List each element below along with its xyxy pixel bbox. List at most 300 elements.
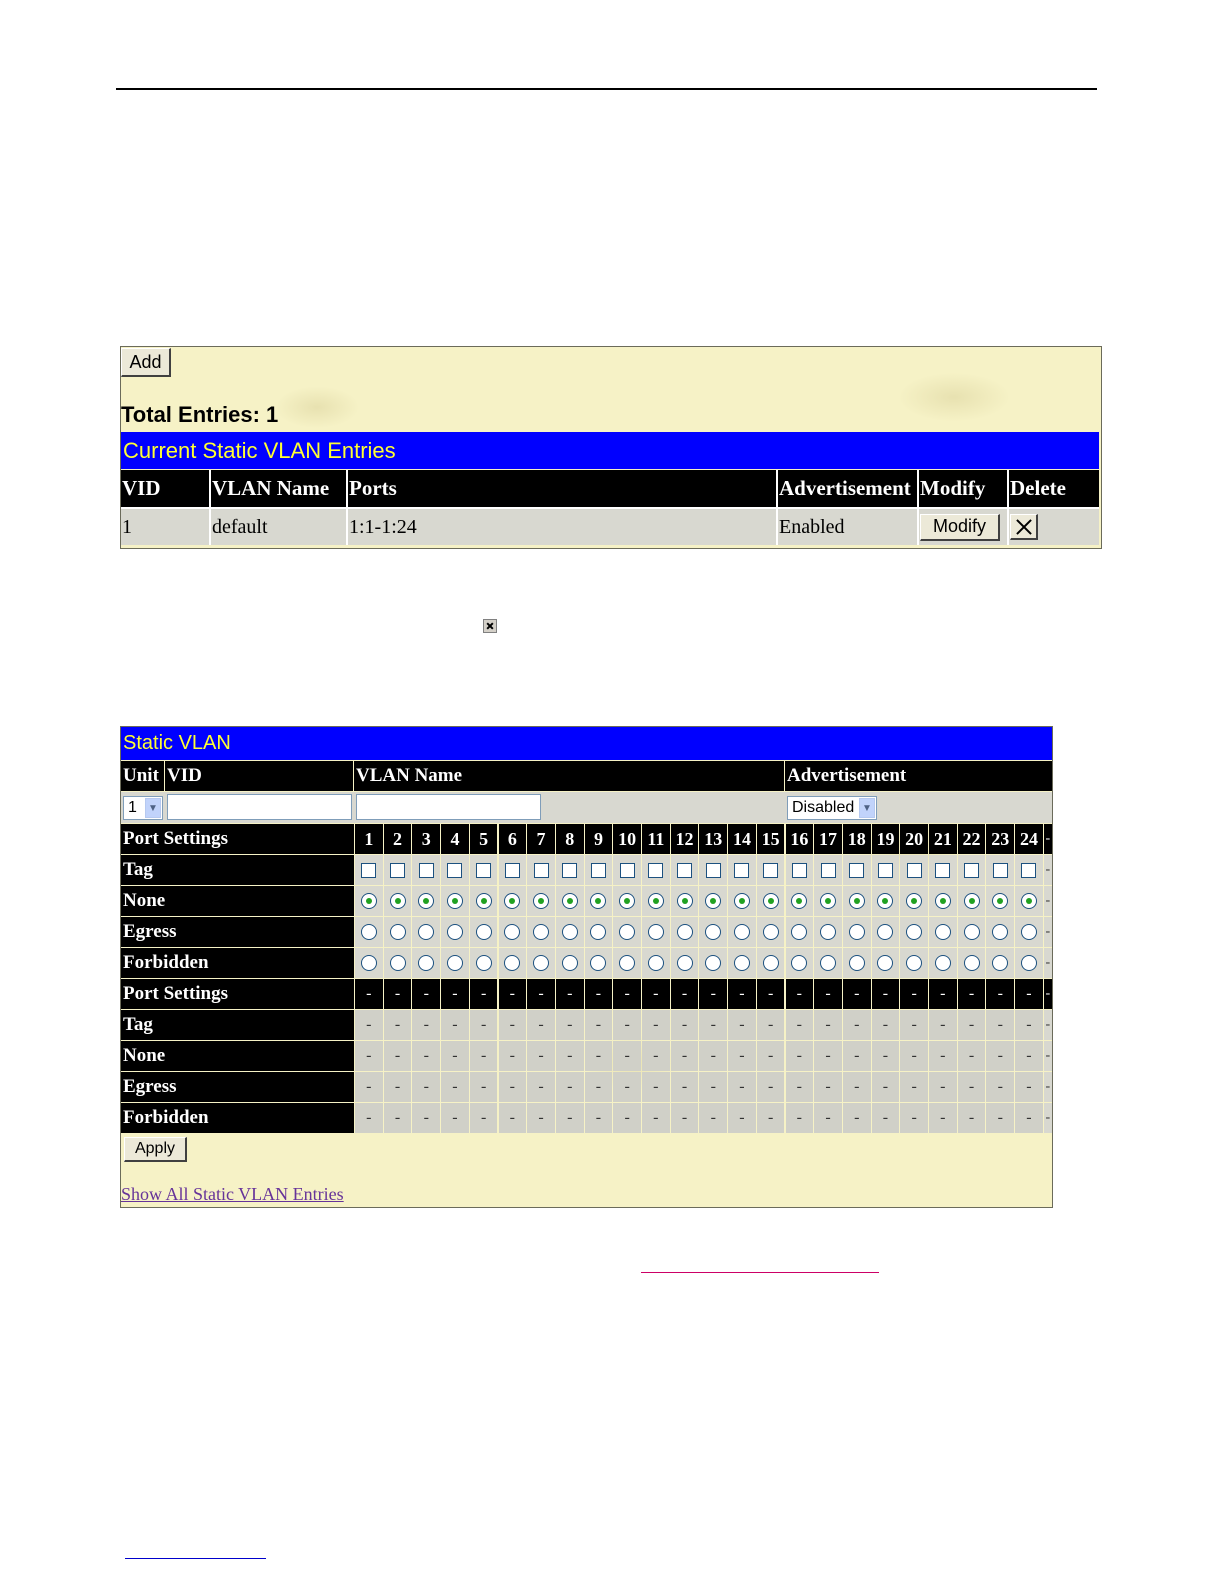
port-placeholder: - xyxy=(872,1010,900,1040)
port-cell xyxy=(699,855,727,885)
none-radio[interactable] xyxy=(590,893,606,909)
port-overflow-marker: - xyxy=(1044,1072,1052,1102)
table-row xyxy=(121,507,1099,545)
port-number: 5 xyxy=(470,824,498,854)
none-radio[interactable] xyxy=(964,893,980,909)
none-radio[interactable] xyxy=(504,893,520,909)
tag-checkbox[interactable] xyxy=(907,863,922,878)
port-placeholder: - xyxy=(900,979,928,1009)
port-placeholder: - xyxy=(958,1010,986,1040)
none-radio[interactable] xyxy=(619,893,635,909)
port-number: 17 xyxy=(814,824,842,854)
port-number: 3 xyxy=(412,824,440,854)
port-cell xyxy=(355,917,383,947)
port-cell xyxy=(728,948,756,978)
port-cell xyxy=(470,917,498,947)
port-placeholder: - xyxy=(527,1103,555,1133)
modify-button[interactable]: Modify xyxy=(920,514,1000,541)
vlan-name-label: VLAN Name xyxy=(354,761,784,791)
tag-checkbox[interactable] xyxy=(935,863,950,878)
port-cell xyxy=(843,948,871,978)
port-overflow-marker: - xyxy=(1044,917,1052,947)
port-overflow-marker: - xyxy=(1044,886,1052,916)
tag-checkbox[interactable] xyxy=(447,863,462,878)
none-radio[interactable] xyxy=(705,893,721,909)
forbidden-radio[interactable] xyxy=(820,955,836,971)
port-placeholder: - xyxy=(699,1010,727,1040)
port-cell xyxy=(986,855,1014,885)
port-number: 18 xyxy=(843,824,871,854)
port-cell xyxy=(843,917,871,947)
port-number: 8 xyxy=(556,824,584,854)
egress-radio[interactable] xyxy=(533,924,549,940)
port-placeholder: - xyxy=(441,979,469,1009)
port-placeholder: - xyxy=(986,979,1014,1009)
tag-checkbox[interactable] xyxy=(361,863,376,878)
unit-select[interactable] xyxy=(123,796,163,820)
port-cell xyxy=(613,855,641,885)
port-placeholder: - xyxy=(728,979,756,1009)
port-placeholder: - xyxy=(527,1072,555,1102)
egress-radio[interactable] xyxy=(820,924,836,940)
port-placeholder: - xyxy=(642,1010,670,1040)
port-placeholder: - xyxy=(843,1010,871,1040)
cell-modify xyxy=(919,507,1009,545)
port-placeholder: - xyxy=(470,1103,498,1133)
tag-checkbox[interactable] xyxy=(706,863,721,878)
port-cell xyxy=(384,886,412,916)
egress-radio[interactable] xyxy=(705,924,721,940)
tag-checkbox[interactable] xyxy=(677,863,692,878)
port-placeholder: - xyxy=(728,1103,756,1133)
egress-radio[interactable] xyxy=(791,924,807,940)
egress-radio[interactable] xyxy=(935,924,951,940)
port-placeholder: - xyxy=(699,1041,727,1071)
egress-radio[interactable] xyxy=(504,924,520,940)
forbidden-radio[interactable] xyxy=(361,955,377,971)
port-cell xyxy=(958,917,986,947)
none-radio[interactable] xyxy=(849,893,865,909)
port-cell xyxy=(470,948,498,978)
port-cell xyxy=(470,855,498,885)
port-cell xyxy=(900,855,928,885)
page-header-rule xyxy=(116,88,1097,90)
tag-checkbox[interactable] xyxy=(849,863,864,878)
port-cell xyxy=(441,917,469,947)
port-placeholder: - xyxy=(499,1103,527,1133)
port-cell xyxy=(728,917,756,947)
port-settings-label: Port Settings xyxy=(121,824,354,854)
port-placeholder: - xyxy=(412,979,440,1009)
port-cell xyxy=(958,886,986,916)
tag-checkbox[interactable] xyxy=(993,863,1008,878)
tag-checkbox[interactable] xyxy=(821,863,836,878)
port-placeholder: - xyxy=(527,1010,555,1040)
port-number: 22 xyxy=(958,824,986,854)
port-cell xyxy=(728,886,756,916)
port-placeholder: - xyxy=(613,1103,641,1133)
forbidden-radio[interactable] xyxy=(763,955,779,971)
tag-checkbox[interactable] xyxy=(476,863,491,878)
none-radio[interactable] xyxy=(476,893,492,909)
add-button[interactable]: Add xyxy=(121,348,171,377)
port-cell xyxy=(412,917,440,947)
cell-advertisement: Enabled xyxy=(778,507,919,545)
port-cell xyxy=(441,855,469,885)
port-cell xyxy=(441,886,469,916)
port-placeholder: - xyxy=(757,1103,785,1133)
port-placeholder: - xyxy=(843,1072,871,1102)
port-placeholder: - xyxy=(527,979,555,1009)
none-radio[interactable] xyxy=(1021,893,1037,909)
cell-vid: 1 xyxy=(121,507,211,545)
port-placeholder: - xyxy=(671,1103,699,1133)
static-vlan-panel xyxy=(120,726,1053,1208)
port-placeholder: - xyxy=(412,1072,440,1102)
port-number: 7 xyxy=(527,824,555,854)
vid-label: VID xyxy=(165,761,353,791)
port-cell xyxy=(872,948,900,978)
port-number: 24 xyxy=(1015,824,1043,854)
tag-checkbox[interactable] xyxy=(1021,863,1036,878)
forbidden-radio[interactable] xyxy=(791,955,807,971)
port-placeholder: - xyxy=(929,1103,957,1133)
forbidden-radio[interactable] xyxy=(447,955,463,971)
egress-radio[interactable] xyxy=(849,924,865,940)
col-modify: Modify xyxy=(919,470,1009,507)
port-cell xyxy=(585,886,613,916)
delete-icon[interactable] xyxy=(1010,514,1038,540)
port-number: 4 xyxy=(441,824,469,854)
port-overflow-marker: - xyxy=(1044,1041,1052,1071)
port-cell xyxy=(929,855,957,885)
col-ports: Ports xyxy=(348,470,778,507)
port-cell xyxy=(613,948,641,978)
port-cell xyxy=(642,917,670,947)
port-cell xyxy=(384,917,412,947)
none-radio[interactable] xyxy=(361,893,377,909)
port-cell xyxy=(900,886,928,916)
egress-radio[interactable] xyxy=(964,924,980,940)
port-placeholder: - xyxy=(1015,1103,1043,1133)
port-placeholder: - xyxy=(556,1010,584,1040)
port-cell xyxy=(613,917,641,947)
port-cell xyxy=(1015,855,1043,885)
port-cell xyxy=(384,948,412,978)
forbidden-radio[interactable] xyxy=(590,955,606,971)
port-placeholder: - xyxy=(814,1103,842,1133)
port-placeholder: - xyxy=(499,1010,527,1040)
port-cell xyxy=(585,948,613,978)
forbidden-radio[interactable] xyxy=(1021,955,1037,971)
port-placeholder: - xyxy=(613,1072,641,1102)
port-cell xyxy=(556,917,584,947)
port-placeholder: - xyxy=(671,1041,699,1071)
egress-radio[interactable] xyxy=(390,924,406,940)
port-placeholder: - xyxy=(384,1072,412,1102)
port-number: 2 xyxy=(384,824,412,854)
port-cell xyxy=(1015,917,1043,947)
none-radio[interactable] xyxy=(820,893,836,909)
port-placeholder: - xyxy=(757,979,785,1009)
port-cell xyxy=(556,886,584,916)
none-radio[interactable] xyxy=(906,893,922,909)
port-cell xyxy=(757,917,785,947)
none-radio[interactable] xyxy=(763,893,779,909)
port-cell xyxy=(929,917,957,947)
port-placeholder: - xyxy=(757,1041,785,1071)
port-placeholder: - xyxy=(1015,979,1043,1009)
port-cell xyxy=(786,917,814,947)
port-placeholder: - xyxy=(786,1103,814,1133)
none-radio[interactable] xyxy=(877,893,893,909)
egress-radio[interactable] xyxy=(361,924,377,940)
tag-checkbox[interactable] xyxy=(534,863,549,878)
port-cell xyxy=(355,948,383,978)
port-cell xyxy=(585,917,613,947)
forbidden-radio[interactable] xyxy=(734,955,750,971)
port-cell xyxy=(786,855,814,885)
advertisement-label: Advertisement xyxy=(785,761,1052,791)
port-placeholder: - xyxy=(642,1103,670,1133)
none-radio[interactable] xyxy=(418,893,434,909)
port-overflow-marker: - xyxy=(1044,1103,1052,1133)
forbidden-radio[interactable] xyxy=(849,955,865,971)
port-placeholder: - xyxy=(556,979,584,1009)
forbidden-radio[interactable] xyxy=(533,955,549,971)
none-radio[interactable] xyxy=(677,893,693,909)
port-cell xyxy=(872,886,900,916)
port-placeholder: - xyxy=(958,1041,986,1071)
port-placeholder: - xyxy=(786,1041,814,1071)
port-placeholder: - xyxy=(441,1041,469,1071)
port-cell xyxy=(900,948,928,978)
vlan-entries-table xyxy=(121,470,1099,545)
port-cell xyxy=(728,855,756,885)
port-placeholder: - xyxy=(470,979,498,1009)
port-placeholder: - xyxy=(585,1010,613,1040)
port-placeholder: - xyxy=(757,1072,785,1102)
col-vlan-name: VLAN Name xyxy=(211,470,348,507)
none-radio[interactable] xyxy=(791,893,807,909)
egress-radio[interactable] xyxy=(877,924,893,940)
port-placeholder: - xyxy=(355,1103,383,1133)
col-vid: VID xyxy=(121,470,211,507)
port-placeholder: - xyxy=(958,1072,986,1102)
port-placeholder: - xyxy=(728,1041,756,1071)
egress-radio[interactable] xyxy=(763,924,779,940)
forbidden-radio[interactable] xyxy=(877,955,893,971)
port-placeholder: - xyxy=(671,1072,699,1102)
forbidden-radio[interactable] xyxy=(562,955,578,971)
chevron-down-icon: ▼ xyxy=(145,798,161,818)
port-cell xyxy=(786,948,814,978)
tag-checkbox[interactable] xyxy=(390,863,405,878)
port-cell xyxy=(527,855,555,885)
none-radio[interactable] xyxy=(992,893,1008,909)
port-placeholder: - xyxy=(986,1103,1014,1133)
port-placeholder: - xyxy=(814,979,842,1009)
port-number: 9 xyxy=(585,824,613,854)
tag-checkbox[interactable] xyxy=(419,863,434,878)
port-placeholder: - xyxy=(412,1041,440,1071)
none-radio[interactable] xyxy=(390,893,406,909)
port-placeholder: - xyxy=(613,979,641,1009)
port-number: 10 xyxy=(613,824,641,854)
port-placeholder: - xyxy=(958,1103,986,1133)
egress-radio[interactable] xyxy=(447,924,463,940)
none-radio[interactable] xyxy=(734,893,750,909)
port-cell xyxy=(671,886,699,916)
tag-checkbox[interactable] xyxy=(562,863,577,878)
port-overflow-marker: - xyxy=(1044,1010,1052,1040)
egress-radio[interactable] xyxy=(992,924,1008,940)
forbidden-radio[interactable] xyxy=(619,955,635,971)
port-placeholder: - xyxy=(355,1041,383,1071)
port-cell xyxy=(929,948,957,978)
port-placeholder: - xyxy=(986,1010,1014,1040)
forbidden-radio[interactable] xyxy=(705,955,721,971)
unit-value: 1 xyxy=(128,799,137,816)
vlan-name-input[interactable] xyxy=(356,794,541,820)
port-placeholder: - xyxy=(872,1103,900,1133)
port-placeholder: - xyxy=(613,1010,641,1040)
forbidden-label: Forbidden xyxy=(121,1103,354,1133)
none-radio[interactable] xyxy=(562,893,578,909)
port-placeholder: - xyxy=(757,1010,785,1040)
port-cell xyxy=(786,886,814,916)
port-placeholder: - xyxy=(900,1041,928,1071)
port-placeholder: - xyxy=(728,1072,756,1102)
egress-radio[interactable] xyxy=(562,924,578,940)
port-cell xyxy=(556,855,584,885)
hyperlink-underline xyxy=(641,1272,879,1273)
port-placeholder: - xyxy=(1015,1010,1043,1040)
port-placeholder: - xyxy=(384,1103,412,1133)
tag-checkbox[interactable] xyxy=(648,863,663,878)
port-cell xyxy=(872,855,900,885)
port-cell xyxy=(814,948,842,978)
port-placeholder: - xyxy=(441,1103,469,1133)
tag-checkbox[interactable] xyxy=(620,863,635,878)
port-cell xyxy=(872,917,900,947)
tag-checkbox[interactable] xyxy=(505,863,520,878)
tag-checkbox[interactable] xyxy=(964,863,979,878)
port-number: 23 xyxy=(986,824,1014,854)
port-cell xyxy=(556,948,584,978)
port-placeholder: - xyxy=(441,1072,469,1102)
apply-button[interactable]: Apply xyxy=(124,1137,187,1162)
forbidden-radio[interactable] xyxy=(476,955,492,971)
egress-radio[interactable] xyxy=(677,924,693,940)
tag-checkbox[interactable] xyxy=(878,863,893,878)
port-placeholder: - xyxy=(814,1010,842,1040)
none-radio[interactable] xyxy=(648,893,664,909)
egress-radio[interactable] xyxy=(1021,924,1037,940)
port-placeholder: - xyxy=(527,1041,555,1071)
port-number: 14 xyxy=(728,824,756,854)
advertisement-select[interactable] xyxy=(787,796,877,820)
port-placeholder: - xyxy=(872,1041,900,1071)
egress-radio[interactable] xyxy=(906,924,922,940)
forbidden-radio[interactable] xyxy=(992,955,1008,971)
port-placeholder: - xyxy=(929,1010,957,1040)
port-placeholder: - xyxy=(642,1072,670,1102)
port-placeholder: - xyxy=(384,979,412,1009)
egress-radio[interactable] xyxy=(619,924,635,940)
egress-radio[interactable] xyxy=(590,924,606,940)
forbidden-radio[interactable] xyxy=(677,955,693,971)
port-placeholder: - xyxy=(585,1041,613,1071)
port-placeholder: - xyxy=(355,1072,383,1102)
port-placeholder: - xyxy=(470,1041,498,1071)
port-placeholder: - xyxy=(1015,1041,1043,1071)
port-placeholder: - xyxy=(499,979,527,1009)
none-label: None xyxy=(121,886,354,916)
port-overflow-marker: - xyxy=(1044,824,1052,854)
show-all-static-vlan-link[interactable]: Show All Static VLAN Entries xyxy=(121,1184,344,1204)
forbidden-radio[interactable] xyxy=(935,955,951,971)
none-radio[interactable] xyxy=(533,893,549,909)
port-number: 11 xyxy=(642,824,670,854)
unit-label: Unit xyxy=(121,761,164,791)
port-cell xyxy=(814,917,842,947)
tag-label: Tag xyxy=(121,1010,354,1040)
tag-checkbox[interactable] xyxy=(734,863,749,878)
egress-radio[interactable] xyxy=(734,924,750,940)
port-cell xyxy=(470,886,498,916)
port-overflow-marker: - xyxy=(1044,855,1052,885)
forbidden-radio[interactable] xyxy=(390,955,406,971)
forbidden-radio[interactable] xyxy=(964,955,980,971)
port-cell xyxy=(412,886,440,916)
none-radio[interactable] xyxy=(447,893,463,909)
port-settings-label: Port Settings xyxy=(121,979,354,1009)
tag-checkbox[interactable] xyxy=(591,863,606,878)
port-cell xyxy=(527,948,555,978)
egress-radio[interactable] xyxy=(648,924,664,940)
forbidden-label: Forbidden xyxy=(121,948,354,978)
egress-radio[interactable] xyxy=(476,924,492,940)
port-placeholder: - xyxy=(384,1010,412,1040)
port-cell xyxy=(412,855,440,885)
port-cell xyxy=(642,948,670,978)
port-cell xyxy=(958,855,986,885)
tag-checkbox[interactable] xyxy=(792,863,807,878)
port-cell xyxy=(929,886,957,916)
forbidden-radio[interactable] xyxy=(906,955,922,971)
port-placeholder: - xyxy=(412,1103,440,1133)
forbidden-radio[interactable] xyxy=(418,955,434,971)
port-placeholder: - xyxy=(786,979,814,1009)
port-placeholder: - xyxy=(958,979,986,1009)
none-radio[interactable] xyxy=(935,893,951,909)
total-entries: Total Entries: 1 xyxy=(121,402,279,427)
port-placeholder: - xyxy=(699,979,727,1009)
port-cell xyxy=(757,886,785,916)
vid-input[interactable] xyxy=(167,794,352,820)
port-cell xyxy=(355,886,383,916)
port-cell xyxy=(527,886,555,916)
port-placeholder: - xyxy=(986,1041,1014,1071)
egress-radio[interactable] xyxy=(418,924,434,940)
forbidden-radio[interactable] xyxy=(504,955,520,971)
port-number: 12 xyxy=(671,824,699,854)
tag-checkbox[interactable] xyxy=(763,863,778,878)
port-placeholder: - xyxy=(499,1072,527,1102)
forbidden-radio[interactable] xyxy=(648,955,664,971)
port-cell xyxy=(499,948,527,978)
